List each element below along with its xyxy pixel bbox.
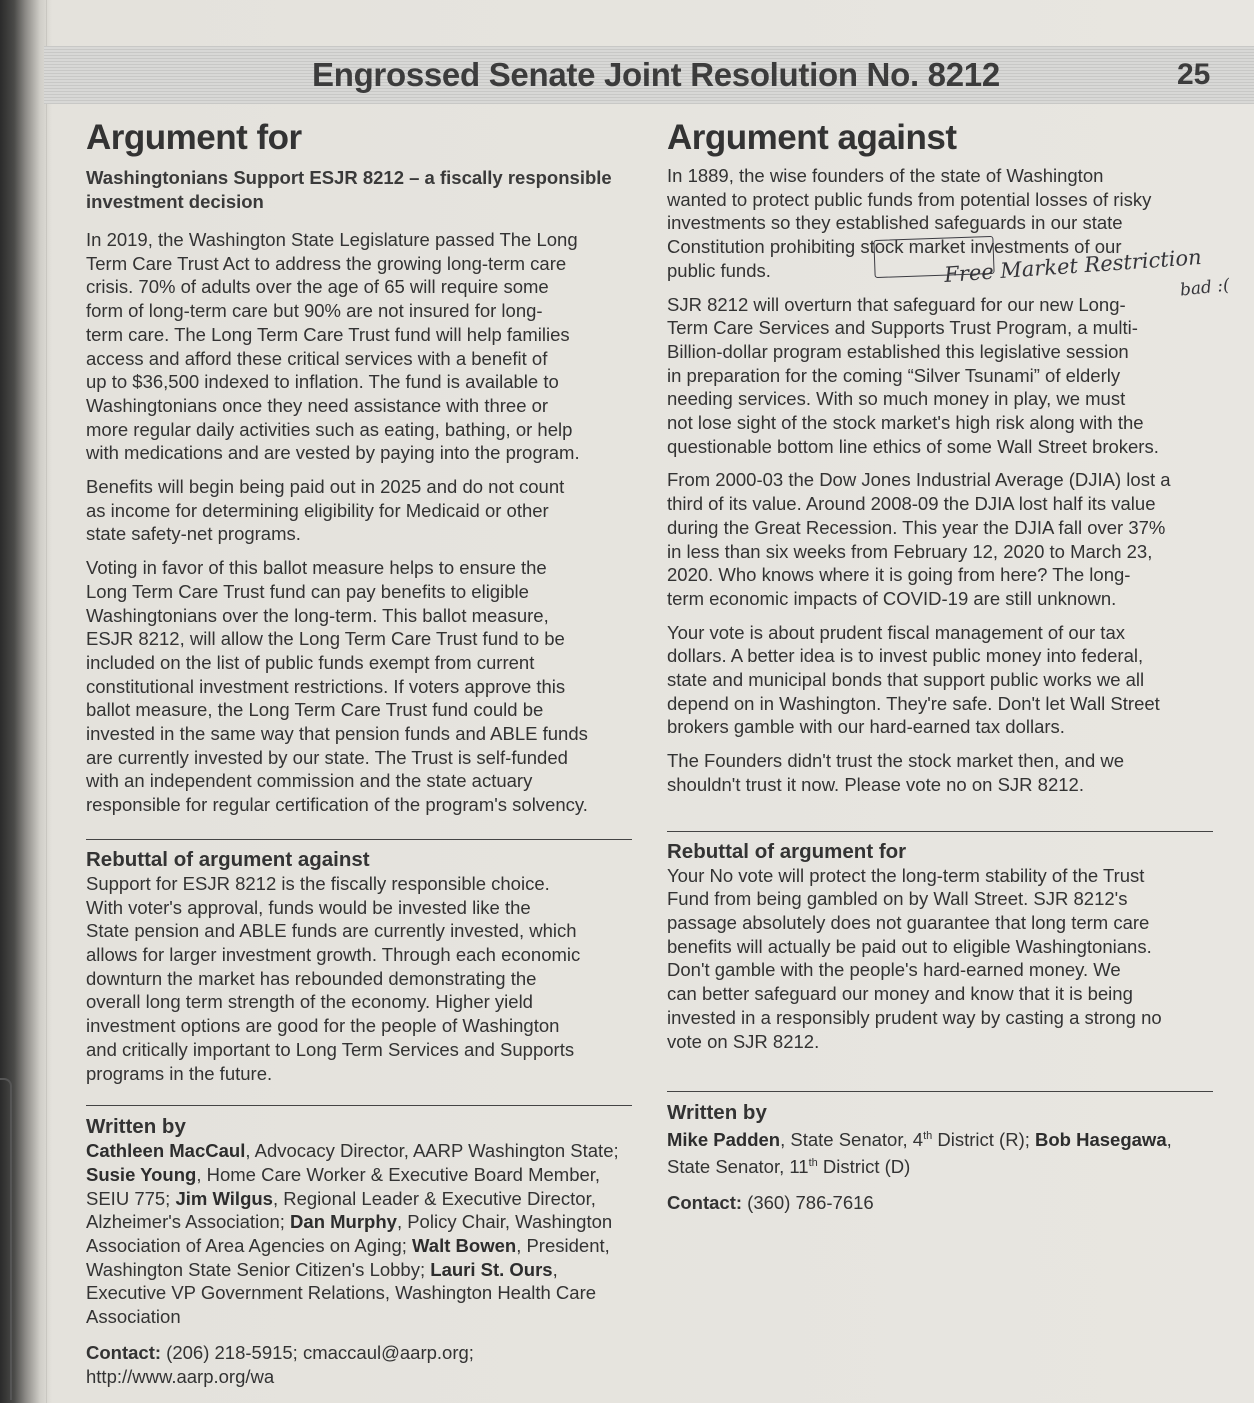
- rebuttal-for-text: Your No vote will protect the long-term stability of the Trust Fund from being gambled on by Wall Street. SJR 8212's passage absolutely does not guarantee that long term care benefits will actually be paid out to eligible Washingtonians. Don't gamble with the people's hard-earned money. We can better safeguard our money and know that it is being invested in a responsibly prudent way by casting a strong no vote on SJR 8212.: [667, 864, 1162, 1052]
- contact-phone-email: (206) 218-5915; cmaccaul@aarp.org;: [161, 1341, 474, 1363]
- author-role: , Regional Leader & Executive Director, Alzheimer's Association;: [86, 1187, 596, 1233]
- author-name: Susie Young: [86, 1163, 197, 1185]
- author-role: , President, Washington State Senior Citizen's Lobby;: [86, 1235, 610, 1280]
- author-role: , Home Care Worker & Executive Board Member, SEIU 775;: [86, 1163, 601, 1209]
- ordinal-suffix: th: [808, 1157, 818, 1170]
- contact-url: http://www.aarp.org/wa: [86, 1365, 275, 1387]
- argument-against-paragraph-1: In 1889, the wise founders of the state of Washington wanted to protect public funds from potential losses of risky investments so they established safeguards in our state Constitution prohibiting stock market investments of our public funds.: [667, 165, 1152, 281]
- author-role: , Executive VP Government Relations, Washington Health Care Association: [86, 1258, 597, 1328]
- author-name: Walt Bowen: [412, 1235, 517, 1257]
- contact-against: [667, 1191, 1213, 1215]
- argument-for-paragraph-3: Voting in favor of this ballot measure helps to ensure the Long Term Care Trust fund can pay benefits to eligible Washingtonians over the long-term. This ballot measure, ESJR 8212, will allow the Long Term Care Trust fund to be included on the list of public funds exempt from current constitutional investment restrictions. If voters approve this ballot measure, the Long Term Care Trust fund could be invested in the same way that pension funds and ABLE funds are currently invested by our state. The Trust is self-funded with an independent commission and the state actuary responsible for regular certification of the program's solvency.: [86, 557, 588, 816]
- author-role: , Advocacy Director, AARP Washington State;: [245, 1140, 619, 1162]
- author-name: Mike Padden: [667, 1129, 781, 1151]
- margin-bracket-mark: [0, 1078, 12, 1400]
- argument-for-paragraph-1: In 2019, the Washington State Legislature passed The Long Term Care Trust Act to address the growing long-term care crisis. 70% of adults over the age of 65 will require some form of long-term care but 90% are not insured for long- term care. The Long Term Care Trust fund will help families access and afford these critical services with a benefit of up to $36,500 indexed to inflation. The fund is available to Washingtonians once they need assistance with three or more regular daily activities such as eating, bathing, or help with medications and are vested by paying into the program.: [86, 229, 580, 464]
- author-role: , State Senator, 4: [780, 1129, 924, 1151]
- author-role: , State Senator, 11: [667, 1129, 1172, 1178]
- rebuttal-against-title: Rebuttal of argument against: [86, 847, 370, 871]
- contact-label: Contact:: [667, 1191, 743, 1213]
- rebuttal-for-title: Rebuttal of argument for: [667, 839, 907, 863]
- argument-for-title: Argument for: [86, 118, 302, 157]
- page-header-title: Engrossed Senate Joint Resolution No. 8212: [312, 56, 1000, 93]
- argument-against-paragraph-5: The Founders didn't trust the stock market then, and we shouldn't trust it now. Please vote no on SJR 8212.: [667, 750, 1125, 795]
- author-name: Lauri St. Ours: [430, 1258, 553, 1280]
- author-role: , Policy Chair, Washington Association of Area Agencies on Aging;: [86, 1211, 613, 1257]
- author-name: Bob Hasegawa: [1035, 1129, 1167, 1151]
- contact-phone: (360) 786-7616: [742, 1191, 874, 1213]
- author-name: Jim Wilgus: [175, 1187, 273, 1209]
- contact-label: Contact:: [86, 1341, 162, 1363]
- author-name: Dan Murphy: [290, 1211, 397, 1233]
- written-by-against-title: Written by: [667, 1101, 767, 1125]
- author-name: Cathleen MacCaul: [86, 1140, 246, 1162]
- argument-against-paragraph-2: SJR 8212 will overturn that safeguard for our new Long- Term Care Services and Supports Trust Program, a multi- Billion-dollar program established this legislative session in preparation for the coming “Silver Tsunami” of elderly needing services. With so much money in play, we must not lose sight of the stock market's high risk along with the questionable bottom line ethics of some Wall Street brokers.: [667, 293, 1159, 457]
- argument-against-title: Argument against: [667, 118, 957, 157]
- argument-for-paragraph-2: Benefits will begin being paid out in 2025 and do not count as income for determining eligibility for Medicaid or other state safety-net programs.: [86, 476, 565, 545]
- author-role: District (D): [817, 1156, 911, 1178]
- author-role: District (R);: [932, 1129, 1036, 1151]
- argument-against-paragraph-4: Your vote is about prudent fiscal management of our tax dollars. A better idea is to invest public money into federal, state and municipal bonds that support public works we all depend on in Washington. They're safe. Don't let Wall Street brokers gamble with our hard-earned tax dollars.: [667, 621, 1160, 738]
- written-by-for-title: Written by: [86, 1115, 186, 1139]
- argument-for-column: [86, 116, 632, 1388]
- page-number: 25: [1177, 58, 1211, 91]
- handwritten-note-line-2: bad :(: [1179, 275, 1231, 301]
- ordinal-suffix: th: [923, 1130, 933, 1143]
- binding-edge: [46, 0, 47, 1403]
- argument-against-column: [667, 116, 1213, 1215]
- handwritten-note-line-1: Free Market Restriction: [943, 245, 1203, 287]
- authors-for: [86, 1139, 632, 1329]
- rebuttal-against-text: Support for ESJR 8212 is the fiscally responsible choice. With voter's approval, funds would be invested like the State pension and ABLE funds are currently invested, which allows for larger investment growth. Through each economic downturn the market has rebounded demonstrating the overall long term strength of the economy. Higher yield investment options are good for the people of Washington and critically important to Long Term Services and Supports programs in the future.: [86, 872, 581, 1084]
- argument-against-paragraph-3: From 2000-03 the Dow Jones Industrial Average (DJIA) lost a third of its value. Around 2008-09 the DJIA lost half its value during the Great Recession. This year the DJIA fall over 37% in less than six weeks from February 12, 2020 to March 23, 2020. Who knows where it is going from here? The long- term economic impacts of COVID-19 are still unknown.: [667, 469, 1171, 609]
- contact-for: [86, 1341, 632, 1388]
- argument-for-subhead: Washingtonians Support ESJR 8212 – a fiscally responsible investment decision: [86, 167, 612, 212]
- authors-against: [667, 1125, 1213, 1179]
